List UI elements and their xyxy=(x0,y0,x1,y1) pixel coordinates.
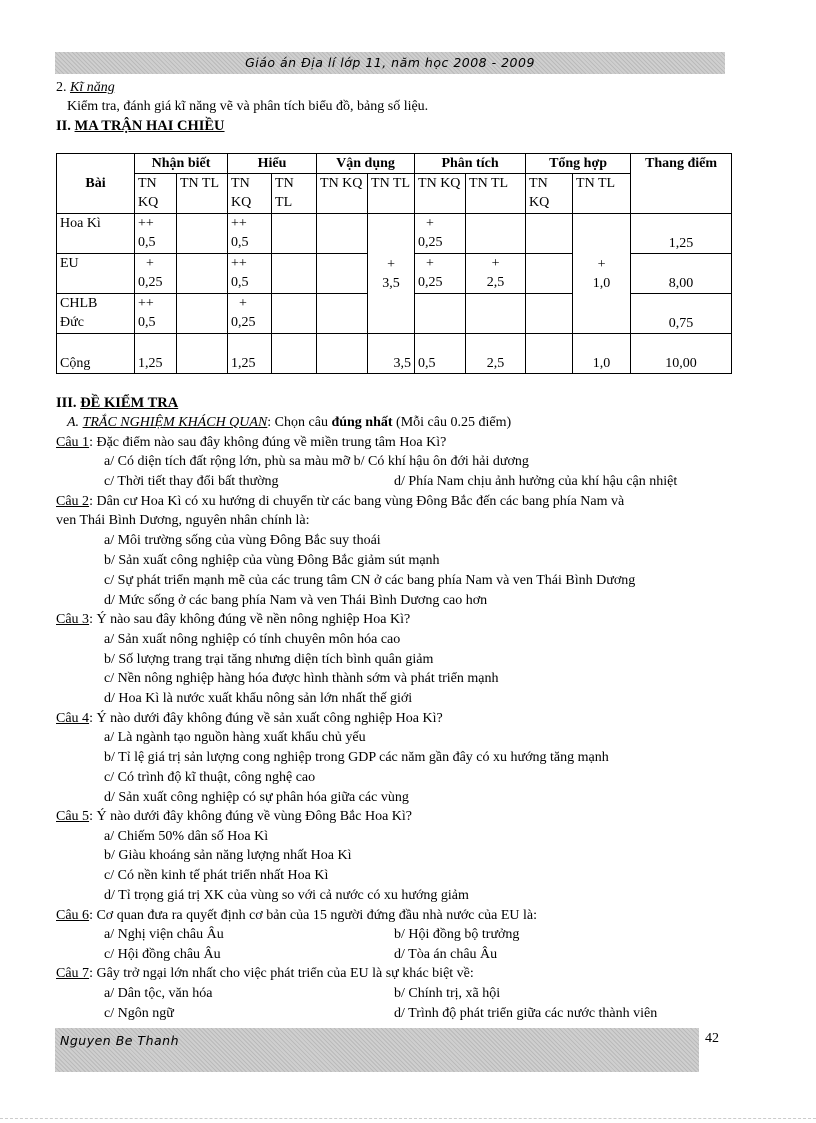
table-row: Hoa Kì ++ 0,5 ++ 0,5 + 3,5 + 0,25 + 1,0 1,25 xyxy=(57,214,732,254)
sub-header: TN KQ xyxy=(135,174,177,214)
answer-option: b/ Hội đồng bộ trưởng xyxy=(394,927,520,942)
question-5: Câu 5: Ý nào dưới đây không đúng về vùng Đông Bắc Hoa Kì? xyxy=(56,809,412,824)
answer-option: a/ Nghị viện châu Âu xyxy=(104,927,224,942)
answer-option: d/ Sản xuất công nghiệp có sự phân hóa giữa các vùng xyxy=(104,790,409,805)
answer-option: d/ Trình độ phát triển giữa các nước thành viên xyxy=(394,1006,658,1021)
van-dung-tl: + 3,5 xyxy=(368,214,415,334)
question-2-cont: ven Thái Bình Dương, nguyên nhân chính là: xyxy=(56,513,310,528)
question-7: Câu 7: Gây trở ngại lớn nhất cho việc phát triển của EU là sự khác biệt về: xyxy=(56,966,474,981)
group-tong-hop: Tổng hợp xyxy=(526,154,631,174)
answer-option: c/ Sự phát triển mạnh mẽ của các trung tâm CN ở các bang phía Nam và ven Thái Bình Dương xyxy=(104,573,636,588)
answer-option: c/ Thời tiết thay đổi bất thường xyxy=(104,474,279,489)
question-2: Câu 2: Dân cư Hoa Kì có xu hướng di chuyển từ các bang vùng Đông Bắc đến các bang phía Nam và xyxy=(56,494,625,509)
col-bai: Bài xyxy=(57,154,135,214)
part-a-instruction: A. TRẮC NGHIỆM KHÁCH QUAN: Chọn câu đúng nhất (Mỗi câu 0.25 điểm) xyxy=(67,415,512,430)
question-6: Câu 6: Cơ quan đưa ra quyết định cơ bản của 15 người đứng đầu nhà nước của EU là: xyxy=(56,908,538,923)
answer-option: b/ Sản xuất công nghiệp của vùng Đông Bắc giảm sút mạnh xyxy=(104,553,440,568)
question-1: Câu 1: Đặc điểm nào sau đây không đúng về miền trung tâm Hoa Kì? xyxy=(56,435,447,450)
group-nhan-biet: Nhận biết xyxy=(135,154,228,174)
row-total: 0,75 xyxy=(631,294,732,334)
sub-header: TN KQ xyxy=(228,174,272,214)
sub-header: TN TL xyxy=(573,174,631,214)
header-bar xyxy=(55,52,725,74)
answer-option: d/ Phía Nam chịu ảnh hưởng của khí hậu cận nhiệt xyxy=(394,474,678,489)
answer-option: b/ Số lượng trang trại tăng nhưng diện tích bình quân giảm xyxy=(104,652,434,667)
sub-header: TN TL xyxy=(177,174,228,214)
group-van-dung: Vận dụng xyxy=(317,154,415,174)
tong-hop-tl: + 1,0 xyxy=(573,214,631,334)
answer-option: d/ Tỉ trọng giá trị XK của vùng so với cả nước có xu hướng giảm xyxy=(104,888,469,903)
skills-heading-label: Kĩ năng xyxy=(70,80,115,95)
row-name: Cộng xyxy=(57,334,135,374)
page-edge-divider xyxy=(0,1118,816,1119)
table-row-sum: Cộng 1,25 1,25 3,5 0,5 2,5 1,0 10,00 xyxy=(57,334,732,374)
col-thang-diem: Thang điểm xyxy=(631,154,732,214)
answer-option: a/ Dân tộc, văn hóa xyxy=(104,986,213,1001)
answer-option: d/ Mức sống ở các bang phía Nam và ven Thái Bình Dương cao hơn xyxy=(104,593,488,608)
question-4: Câu 4: Ý nào dưới đây không đúng về sản xuất công nghiệp Hoa Kì? xyxy=(56,711,443,726)
answer-option: c/ Có nền kinh tế phát triển nhất Hoa Kì xyxy=(104,868,329,883)
row-name: CHLB Đức xyxy=(57,294,135,334)
row-name: EU xyxy=(57,254,135,294)
row-total: 1,25 xyxy=(631,214,732,254)
row-total: 10,00 xyxy=(631,334,732,374)
skills-text: Kiểm tra, đánh giá kĩ năng vẽ và phân tích biểu đồ, bảng số liệu. xyxy=(67,99,429,114)
footer-bar xyxy=(55,1028,699,1072)
row-name: Hoa Kì xyxy=(57,214,135,254)
answer-option: c/ Ngôn ngữ xyxy=(104,1006,174,1021)
sub-header: TN TL xyxy=(466,174,526,214)
skills-heading: 2. Kĩ năng xyxy=(56,80,115,95)
row-total: 8,00 xyxy=(631,254,732,294)
answer-option: b/ Chính trị, xã hội xyxy=(394,986,501,1001)
group-phan-tich: Phân tích xyxy=(415,154,526,174)
answer-option: d/ Hoa Kì là nước xuất khẩu nông sản lớn nhất thế giới xyxy=(104,691,413,706)
answer-option: a/ Sản xuất nông nghiệp có tính chuyên môn hóa cao xyxy=(104,632,401,647)
answer-option: a/ Chiếm 50% dân số Hoa Kì xyxy=(104,829,269,844)
sub-header: TN TL xyxy=(368,174,415,214)
sub-header: TN KQ xyxy=(526,174,573,214)
answer-option: d/ Tòa án châu Âu xyxy=(394,947,498,962)
sub-header: TN TL xyxy=(272,174,317,214)
answer-option: b/ Giàu khoáng sản năng lượng nhất Hoa Kì xyxy=(104,848,352,863)
answer-option: a/ Môi trường sống của vùng Đông Bắc suy thoái xyxy=(104,533,381,548)
answer-option: a/ Là ngành tạo nguồn hàng xuất khẩu chủ yếu xyxy=(104,730,366,745)
page-number: 42 xyxy=(705,1031,719,1046)
footer-author: Nguyen Be Thanh xyxy=(60,1033,179,1048)
section-matrix-title: II. MA TRẬN HAI CHIỀU xyxy=(56,118,225,134)
question-3: Câu 3: Ý nào sau đây không đúng về nền nông nghiệp Hoa Kì? xyxy=(56,612,411,627)
table-row: CHLB Đức ++ 0,5 + 0,25 0,75 xyxy=(57,294,732,334)
answer-option: b/ Tỉ lệ giá trị sản lượng cong nghiệp trong GDP các năm gần đây có xu hướng tăng mạnh xyxy=(104,750,609,765)
sub-header: TN KQ xyxy=(317,174,368,214)
header-title: Giáo án Địa lí lớp 11, năm học 2008 - 2009 xyxy=(245,55,535,70)
matrix-table xyxy=(56,153,732,374)
answer-option: c/ Nền nông nghiệp hàng hóa được hình thành sớm và phát triển mạnh xyxy=(104,671,499,686)
section-test-title: III. ĐỀ KIỂM TRA xyxy=(56,395,179,411)
answer-option: c/ Có trình độ kĩ thuật, công nghệ cao xyxy=(104,770,316,785)
answer-option: c/ Hội đồng châu Âu xyxy=(104,947,221,962)
group-hieu: Hiểu xyxy=(228,154,317,174)
answer-option: a/ Có diện tích đất rộng lớn, phù sa màu mỡ b/ Có khí hậu ôn đới hải dương xyxy=(104,454,529,469)
table-row: EU + 0,25 ++ 0,5 + 0,25 + 2,5 8,00 xyxy=(57,254,732,294)
sub-header: TN KQ xyxy=(415,174,466,214)
